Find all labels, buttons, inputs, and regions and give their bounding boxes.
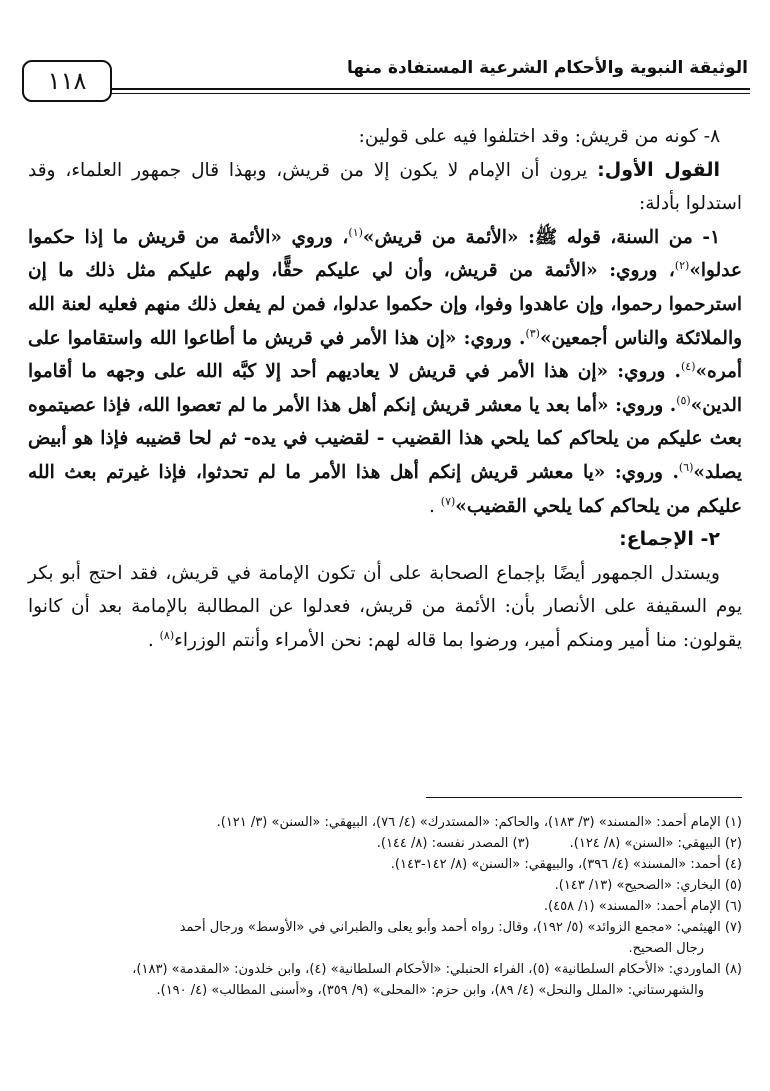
footnote-ref-4[interactable]: (٤) <box>680 360 696 373</box>
running-title: الوثيقة النبوية والأحكام الشرعية المستفادة منها <box>346 58 748 78</box>
footnote-ref-1[interactable]: (١) <box>348 225 363 239</box>
page-header <box>22 52 750 102</box>
footnote-ref-8[interactable]: (٨) <box>159 628 175 642</box>
footnote-ref-2[interactable]: (٢) <box>674 259 690 273</box>
footnote-2: (٢) البيهقي: «السنن» (٨/ ١٢٤). <box>569 836 742 851</box>
footnote-row-2-3 <box>28 833 742 854</box>
footnote-ref-6[interactable]: (٦) <box>678 460 694 474</box>
hadith-2: ، وروي «الأئمة من قريش ما إذا حكموا عدلوا» <box>28 226 742 282</box>
header-rule-thin <box>22 93 750 94</box>
hadith-6: . وروي: «أما بعد يا معشر قريش إنكم أهل هذا الأمر ما لم تعصوا الله، فإذا عصيتموه بعث عليكم من يلحاكم كما يلحي هذا القضيب - لقضيب في يده- ثم لحا قضيبه فإذا هو أبيض يصلد» <box>28 394 742 483</box>
ijma-heading: ٢- الإجماع: <box>619 528 720 551</box>
first-opinion-text: يرون أن الإمام لا يكون إلا من قريش، وبهذا قال جمهور العلماء، وقد استدلوا بأدلة: <box>28 159 742 215</box>
page-number: ١١٨ <box>22 60 112 102</box>
main-text <box>28 120 742 658</box>
footnote-1: (١) الإمام أحمد: «المسند» (٣/ ١٨٣)، والحاكم: «المستدرك» (٤/ ٧٦)، البيهقي: «السنن» (٣/ ١٢١). <box>216 815 742 830</box>
hadith-4: . وروي: «إن هذا الأمر في قريش ما أطاعوا الله واستقاموا على أمره» <box>28 327 742 383</box>
hadith-3: ، وروي: «الأئمة من قريش، وأن لي عليكم حقًّا، ولهم عليكم مثل ذلك ما إن استرحموا رحموا، وإن عاهدوا وفوا، وإن حكموا عدلوا، فمن لم يفعل ذلك منهم فعليه لعنة الله والملائكة والناس أجمعين» <box>28 260 743 349</box>
paragraph-sunnah-evidence <box>28 221 742 523</box>
paragraph-ijma <box>28 557 742 658</box>
footnote-7: (٧) الهيثمي: «مجمع الزوائد» (٥/ ١٩٢)، وقال: رواه أحمد وأبو يعلى والطبراني في «الأوسط» ورجال أحمد <box>179 920 742 935</box>
paragraph-condition-8: ٨- كونه من قريش: وقد اختلفوا فيه على قولين: <box>358 126 720 147</box>
footnotes <box>28 812 742 1001</box>
footnote-5: (٥) البخاري: «الصحيح» (١٣/ ١٤٣). <box>554 878 742 893</box>
footnote-6: (٦) الإمام أحمد: «المسند» (١/ ٤٥٨). <box>543 899 742 914</box>
ijma-end: . <box>147 629 160 651</box>
footnote-8-continued: والشهرستاني: «الملل والنحل» (٤/ ٨٩)، وابن حزم: «المحلى» (٩/ ٣٥٩)، و«أسنى المطالب» (٤/ ١٩٠). <box>156 983 704 998</box>
first-opinion-heading: القول الأول: <box>597 158 720 181</box>
footnote-ref-5[interactable]: (٥) <box>676 393 691 407</box>
paragraph-first-opinion <box>28 154 742 221</box>
footnote-4: (٤) أحمد: «المسند» (٤/ ٣٩٦)، والبيهقي: «السنن» (٨/ ١٤٢-١٤٣). <box>390 857 742 872</box>
footnote-7-continued: رجال الصحيح. <box>628 941 704 956</box>
sunnah-end: . <box>429 495 441 517</box>
footnote-3: (٣) المصدر نفسه: (٨/ ١٤٤). <box>376 836 530 851</box>
footnote-separator <box>426 797 742 798</box>
hadith-5: . وروي: «إن هذا الأمر في قريش لا يعاديهم أحد إلا كبَّه الله على وجهه ما أقاموا الدين» <box>28 361 742 416</box>
footnote-ref-3[interactable]: (٣) <box>525 326 540 340</box>
ijma-text: ويستدل الجمهور أيضًا بإجماع الصحابة على أن تكون الإمامة في قريش، فقد احتج أبو بكر يوم السقيفة على الأنصار بأن: الأئمة من قريش، فعدلوا عن المطالبة بالإمامة بعد أن كانوا يقولون: منا أمير ومنكم أمير، ورضوا بما قاله لهم: نحن الأمراء وأنتم الوزراء <box>28 562 742 651</box>
footnote-ref-7[interactable]: (٧) <box>440 494 456 508</box>
hadith-7: . وروي: «يا معشر قريش إنكم أهل هذا الأمر ما لم تحدثوا، فإذا غيرتم بعث الله عليكم من يلحاكم كما يلحي القضيب» <box>28 461 742 517</box>
footnote-8: (٨) الماوردي: «الأحكام السلطانية» (٥)، الفراء الحنبلي: «الأحكام السلطانية» (٤)، وابن خلدون: «المقدمة» (١٨٣)، <box>132 962 742 977</box>
header-rule <box>22 88 750 90</box>
sunnah-heading: ١- من السنة، <box>610 226 720 248</box>
hadith-1: قوله ﷺ: «الأئمة من قريش» <box>362 226 611 248</box>
